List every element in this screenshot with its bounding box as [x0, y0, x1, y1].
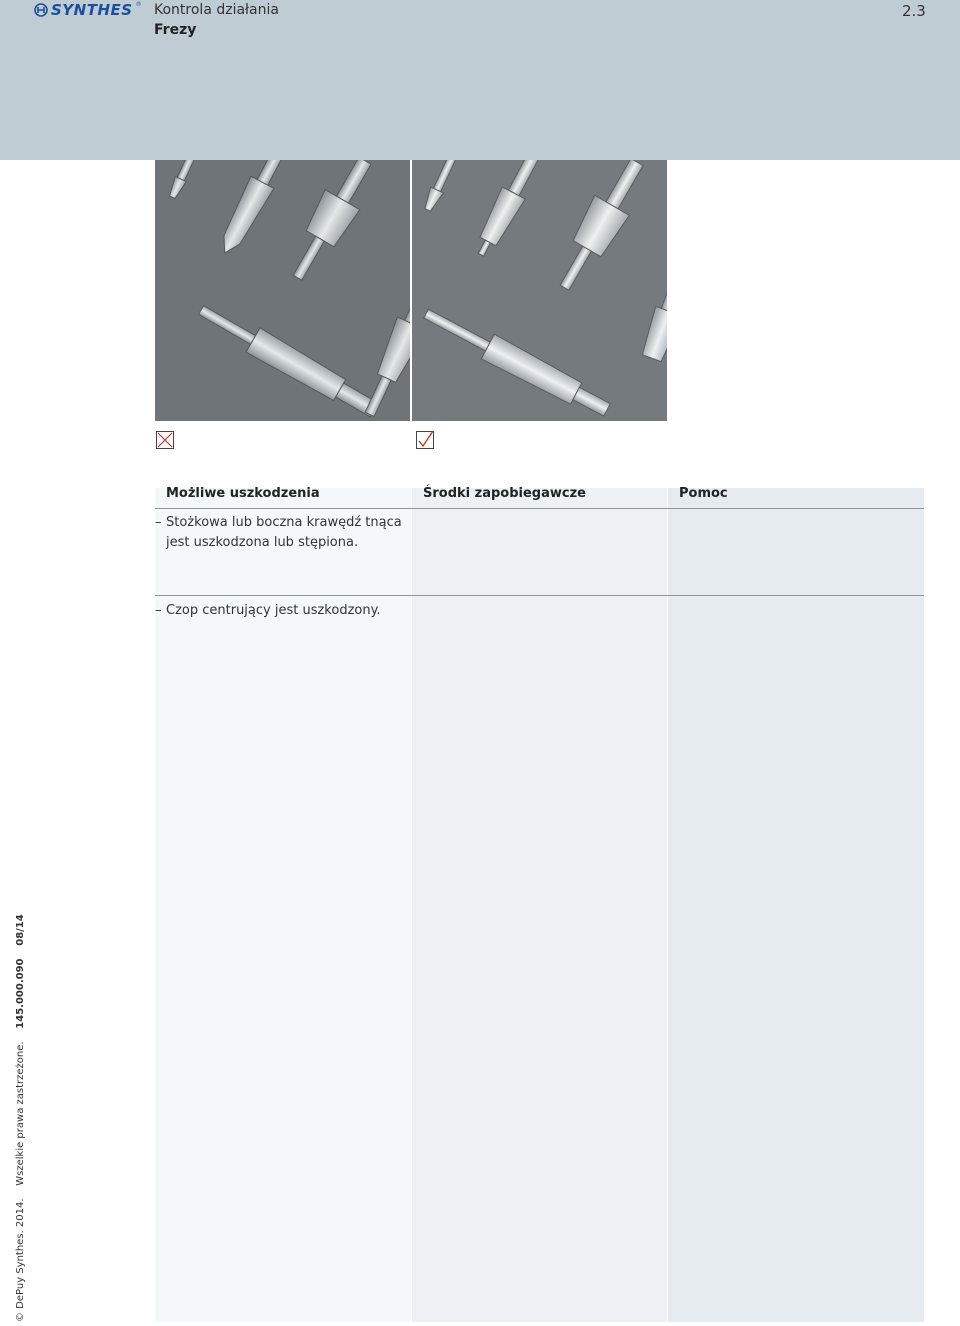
document-code: 145.000.090 — [15, 958, 26, 1029]
copyright-text: © DePuy Synthes. 2014. — [15, 1198, 26, 1322]
damaged-reamers-photo — [155, 160, 410, 421]
list-item-line: Czop centrujący jest uszkodzony. — [166, 603, 381, 618]
row-divider — [155, 595, 924, 596]
page-number: 2.3 — [902, 2, 926, 20]
page-title: Kontrola działania — [154, 2, 279, 18]
header-possible-damage: Możliwe uszkodzenia — [166, 486, 320, 501]
document-date: 08/14 — [15, 914, 26, 946]
footer-copyright — [15, 914, 26, 1322]
logo-registered: ® — [135, 0, 142, 8]
intact-reamers-photo — [412, 160, 667, 421]
logo-text: SYNTHES — [51, 1, 133, 19]
rights-text: Wszelkie prawa zastrzeżone. — [15, 1041, 26, 1186]
column-prevention — [412, 488, 667, 1322]
cross-box-icon — [156, 431, 174, 449]
column-help — [668, 488, 924, 1322]
header-divider — [155, 508, 924, 509]
list-item-line: jest uszkodzona lub stępiona. — [166, 535, 359, 550]
list-item-line: Stożkowa lub boczna krawędź tnąca — [166, 515, 402, 530]
dash-bullet: – — [155, 515, 162, 530]
synthes-logo — [34, 1, 142, 19]
dash-bullet: – — [155, 603, 162, 618]
page-header — [0, 0, 960, 160]
synthes-logo-icon — [34, 3, 48, 17]
header-help: Pomoc — [679, 486, 728, 501]
header-prevention: Środki zapobiegawcze — [423, 486, 586, 501]
page-subtitle: Frezy — [154, 22, 197, 38]
check-icon — [416, 431, 434, 449]
